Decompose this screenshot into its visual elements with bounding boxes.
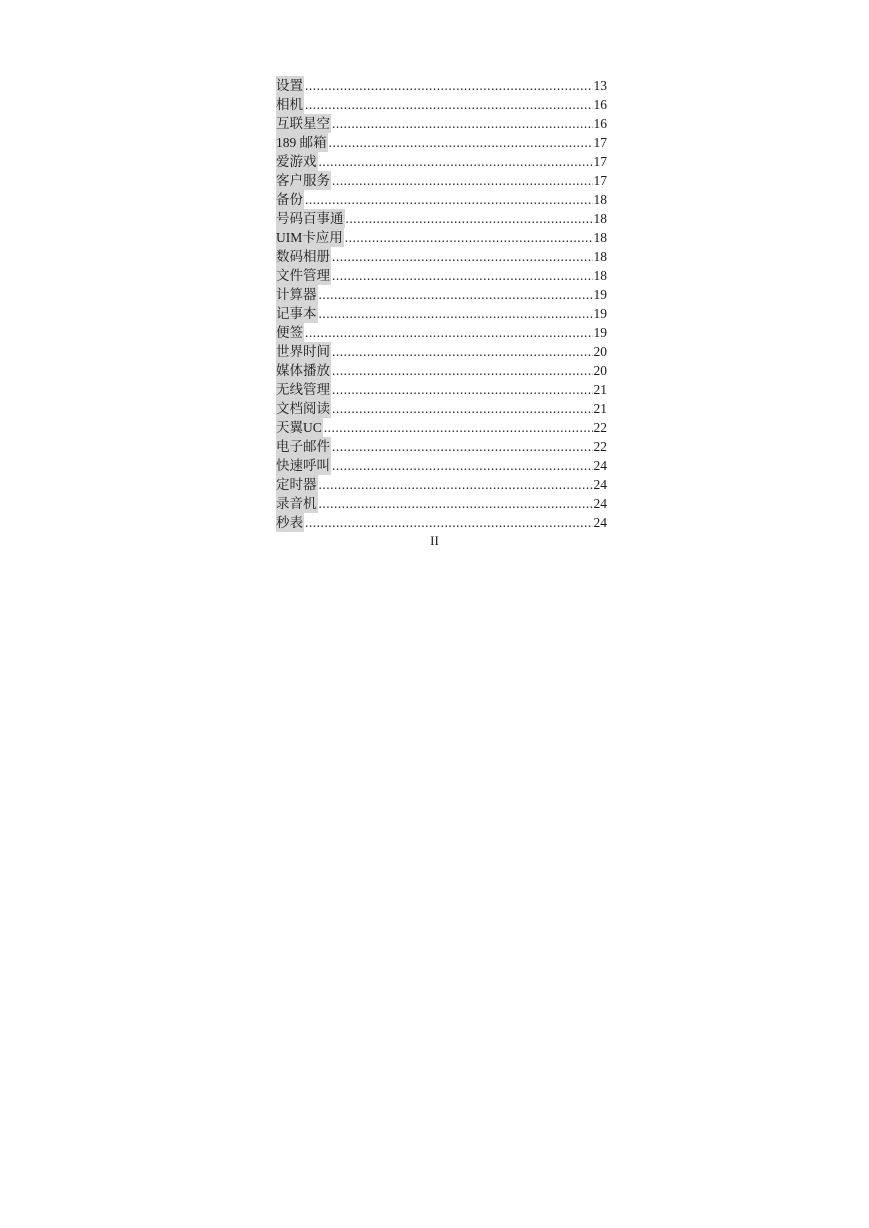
toc-entry-title[interactable]: 快速呼叫 (276, 458, 330, 473)
toc-entry-title[interactable]: 计算器 (276, 287, 317, 302)
toc-entry-tianyi-uc[interactable] (276, 418, 607, 437)
toc-entry-page[interactable]: 13 (593, 78, 607, 93)
toc-dot-leader (332, 171, 593, 190)
toc-entry-file-manager[interactable] (276, 266, 607, 285)
toc-entry-page[interactable]: 21 (593, 382, 607, 397)
toc-entry-wireless-manager[interactable] (276, 380, 607, 399)
toc-dot-leader (332, 399, 593, 418)
toc-entry-page[interactable]: 22 (593, 439, 607, 454)
toc-dot-leader (305, 190, 593, 209)
toc-dot-leader (305, 323, 593, 342)
toc-dot-leader (332, 437, 593, 456)
toc-entry-page[interactable]: 18 (593, 249, 607, 264)
toc-entry-camera[interactable] (276, 95, 607, 114)
toc-entry-page[interactable]: 20 (593, 344, 607, 359)
toc-dot-leader (319, 152, 593, 171)
toc-entry-title[interactable]: 记事本 (276, 306, 317, 321)
toc-entry-calculator[interactable] (276, 285, 607, 304)
toc-dot-leader (329, 133, 593, 152)
toc-entry-page[interactable]: 18 (593, 230, 607, 245)
toc-entry-title[interactable]: 录音机 (276, 496, 317, 511)
toc-entry-page[interactable]: 17 (593, 154, 607, 169)
toc-dot-leader (319, 494, 593, 513)
toc-entry-page[interactable]: 18 (593, 211, 607, 226)
toc-dot-leader (319, 475, 593, 494)
toc-dot-leader (324, 418, 593, 437)
toc-entry-uim-card-apps[interactable] (276, 228, 607, 247)
toc-entry-page[interactable]: 20 (593, 363, 607, 378)
toc-entry-page[interactable]: 17 (593, 173, 607, 188)
toc-entry-page[interactable]: 18 (593, 268, 607, 283)
toc-entry-customer-service[interactable] (276, 171, 607, 190)
toc-dot-leader (305, 95, 593, 114)
toc-dot-leader (332, 456, 593, 475)
toc-entry-page[interactable]: 22 (593, 420, 607, 435)
toc-dot-leader (305, 76, 593, 95)
toc-entry-games[interactable] (276, 152, 607, 171)
toc-entry-page[interactable]: 24 (593, 496, 607, 511)
toc-entry-title[interactable]: 便签 (276, 325, 303, 340)
toc-dot-leader (332, 361, 593, 380)
toc-entry-title[interactable]: 数码相册 (276, 249, 330, 264)
toc-entry-page[interactable]: 24 (593, 458, 607, 473)
toc-entry-notepad[interactable] (276, 304, 607, 323)
toc-dot-leader (332, 266, 593, 285)
toc-entry-title[interactable]: 媒体播放 (276, 363, 330, 378)
toc-entry-document-reader[interactable] (276, 399, 607, 418)
toc-entry-speed-dial[interactable] (276, 456, 607, 475)
toc-entry-page[interactable]: 19 (593, 306, 607, 321)
toc-dot-leader (332, 247, 593, 266)
toc-entry-page[interactable]: 18 (593, 192, 607, 207)
toc-entry-timer[interactable] (276, 475, 607, 494)
toc-dot-leader (305, 513, 593, 532)
toc-dot-leader (346, 209, 593, 228)
toc-entry-recorder[interactable] (276, 494, 607, 513)
toc-entry-stopwatch[interactable] (276, 513, 607, 532)
toc-entry-page[interactable]: 16 (593, 97, 607, 112)
toc-entry-page[interactable]: 24 (593, 515, 607, 530)
toc-entry-title[interactable]: UIM卡应用 (276, 230, 343, 245)
toc-dot-leader (319, 304, 593, 323)
toc-entry-title[interactable]: 189 邮箱 (276, 135, 327, 150)
toc-entry-title[interactable]: 无线管理 (276, 382, 330, 397)
toc-entry-internet-star[interactable] (276, 114, 607, 133)
toc-entry-page[interactable]: 24 (593, 477, 607, 492)
toc-entry-digital-album[interactable] (276, 247, 607, 266)
toc-entry-title[interactable]: 秒表 (276, 515, 303, 530)
toc-entry-settings[interactable] (276, 76, 607, 95)
toc-entry-title[interactable]: 文件管理 (276, 268, 330, 283)
toc-entry-page[interactable]: 19 (593, 325, 607, 340)
toc-entry-world-time[interactable] (276, 342, 607, 361)
toc-dot-leader (332, 114, 593, 133)
page-number: II (430, 533, 439, 548)
toc-dot-leader (345, 228, 593, 247)
toc-entry-title[interactable]: 客户服务 (276, 173, 330, 188)
toc-entry-page[interactable]: 21 (593, 401, 607, 416)
toc-dot-leader (332, 380, 593, 399)
toc-entry-email[interactable] (276, 437, 607, 456)
toc-entry-title[interactable]: 号码百事通 (276, 211, 344, 226)
toc-entry-title[interactable]: 互联星空 (276, 116, 330, 131)
toc-dot-leader (332, 342, 593, 361)
toc-entry-title[interactable]: 电子邮件 (276, 439, 330, 454)
toc-entry-title[interactable]: 世界时间 (276, 344, 330, 359)
toc-entry-title[interactable]: 定时器 (276, 477, 317, 492)
toc-entry-title[interactable]: 文档阅读 (276, 401, 330, 416)
toc-entry-page[interactable]: 17 (593, 135, 607, 150)
table-of-contents (276, 76, 607, 532)
toc-entry-page[interactable]: 16 (593, 116, 607, 131)
toc-entry-media-player[interactable] (276, 361, 607, 380)
toc-entry-page[interactable]: 19 (593, 287, 607, 302)
toc-entry-title[interactable]: 备份 (276, 192, 303, 207)
toc-entry-title[interactable]: 天翼UC (276, 420, 322, 435)
toc-entry-189-mail[interactable] (276, 133, 607, 152)
toc-entry-title[interactable]: 相机 (276, 97, 303, 112)
toc-entry-sticky-notes[interactable] (276, 323, 607, 342)
toc-dot-leader (319, 285, 593, 304)
toc-entry-number-directory[interactable] (276, 209, 607, 228)
toc-entry-backup[interactable] (276, 190, 607, 209)
toc-entry-title[interactable]: 设置 (276, 78, 303, 93)
toc-entry-title[interactable]: 爱游戏 (276, 154, 317, 169)
